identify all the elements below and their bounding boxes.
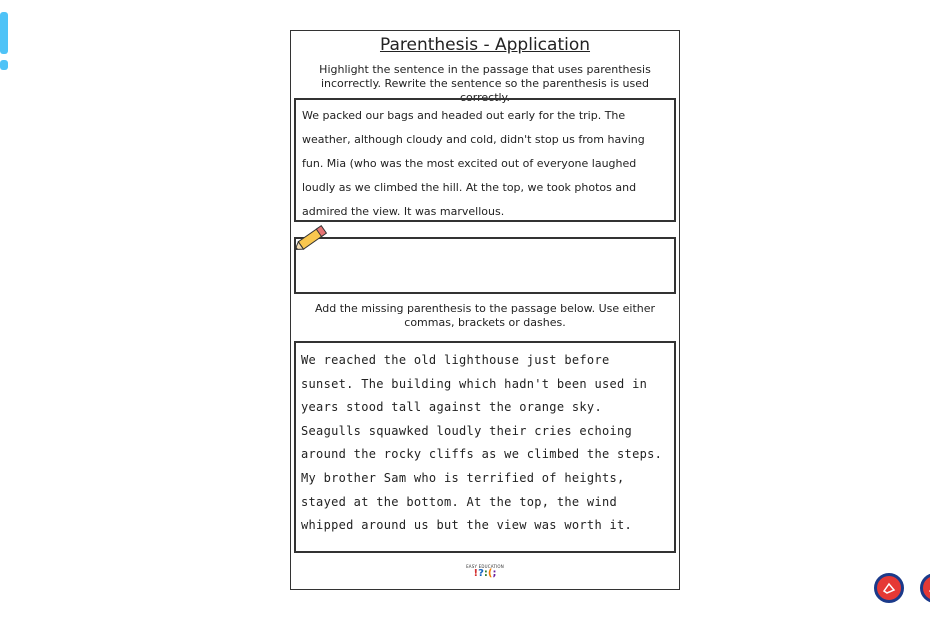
logo-text: EASY EDUCATION <box>466 564 504 569</box>
nav-button-icon[interactable] <box>874 573 904 603</box>
rewrite-answer-box[interactable] <box>294 237 676 294</box>
worksheet-title: Parenthesis - Application <box>379 35 591 55</box>
scribble-icon <box>882 581 896 595</box>
logo-glyphs-icon: !?:(; <box>473 568 497 579</box>
passage-highlight: We packed our bags and headed out early for the trip. The weather, although cloudy and cold, didn't stop us from having fun. Mia (who was the most excited out of everyone laughed loudly as we climbed the hill. At the top, we took photos and admired the view. It was marvellous. <box>294 98 676 222</box>
pencil-icon <box>291 221 331 257</box>
easy-education-logo <box>291 564 679 579</box>
nav-button-icon[interactable] <box>920 573 930 603</box>
instruction-add-parenthesis: Add the missing parenthesis to the passage below. Use either commas, brackets or dashes. <box>314 302 656 329</box>
worksheet <box>290 30 680 590</box>
exclamation-decoration-icon <box>0 12 10 72</box>
passage-add-parenthesis: We reached the old lighthouse just before sunset. The building which hadn't been used in years stood tall against the orange sky. Seagulls squawked loudly their cries echoing around the rocky cliffs as we climbed the steps. My brother Sam who is terrified of heights, stayed at the bottom. At the top, the wind whipped around us but the view was worth it. <box>294 341 676 553</box>
instruction-highlight: Highlight the sentence in the passage that uses parenthesis incorrectly. Rewrite the sentence so the parenthesis is used correctly. <box>319 63 651 104</box>
